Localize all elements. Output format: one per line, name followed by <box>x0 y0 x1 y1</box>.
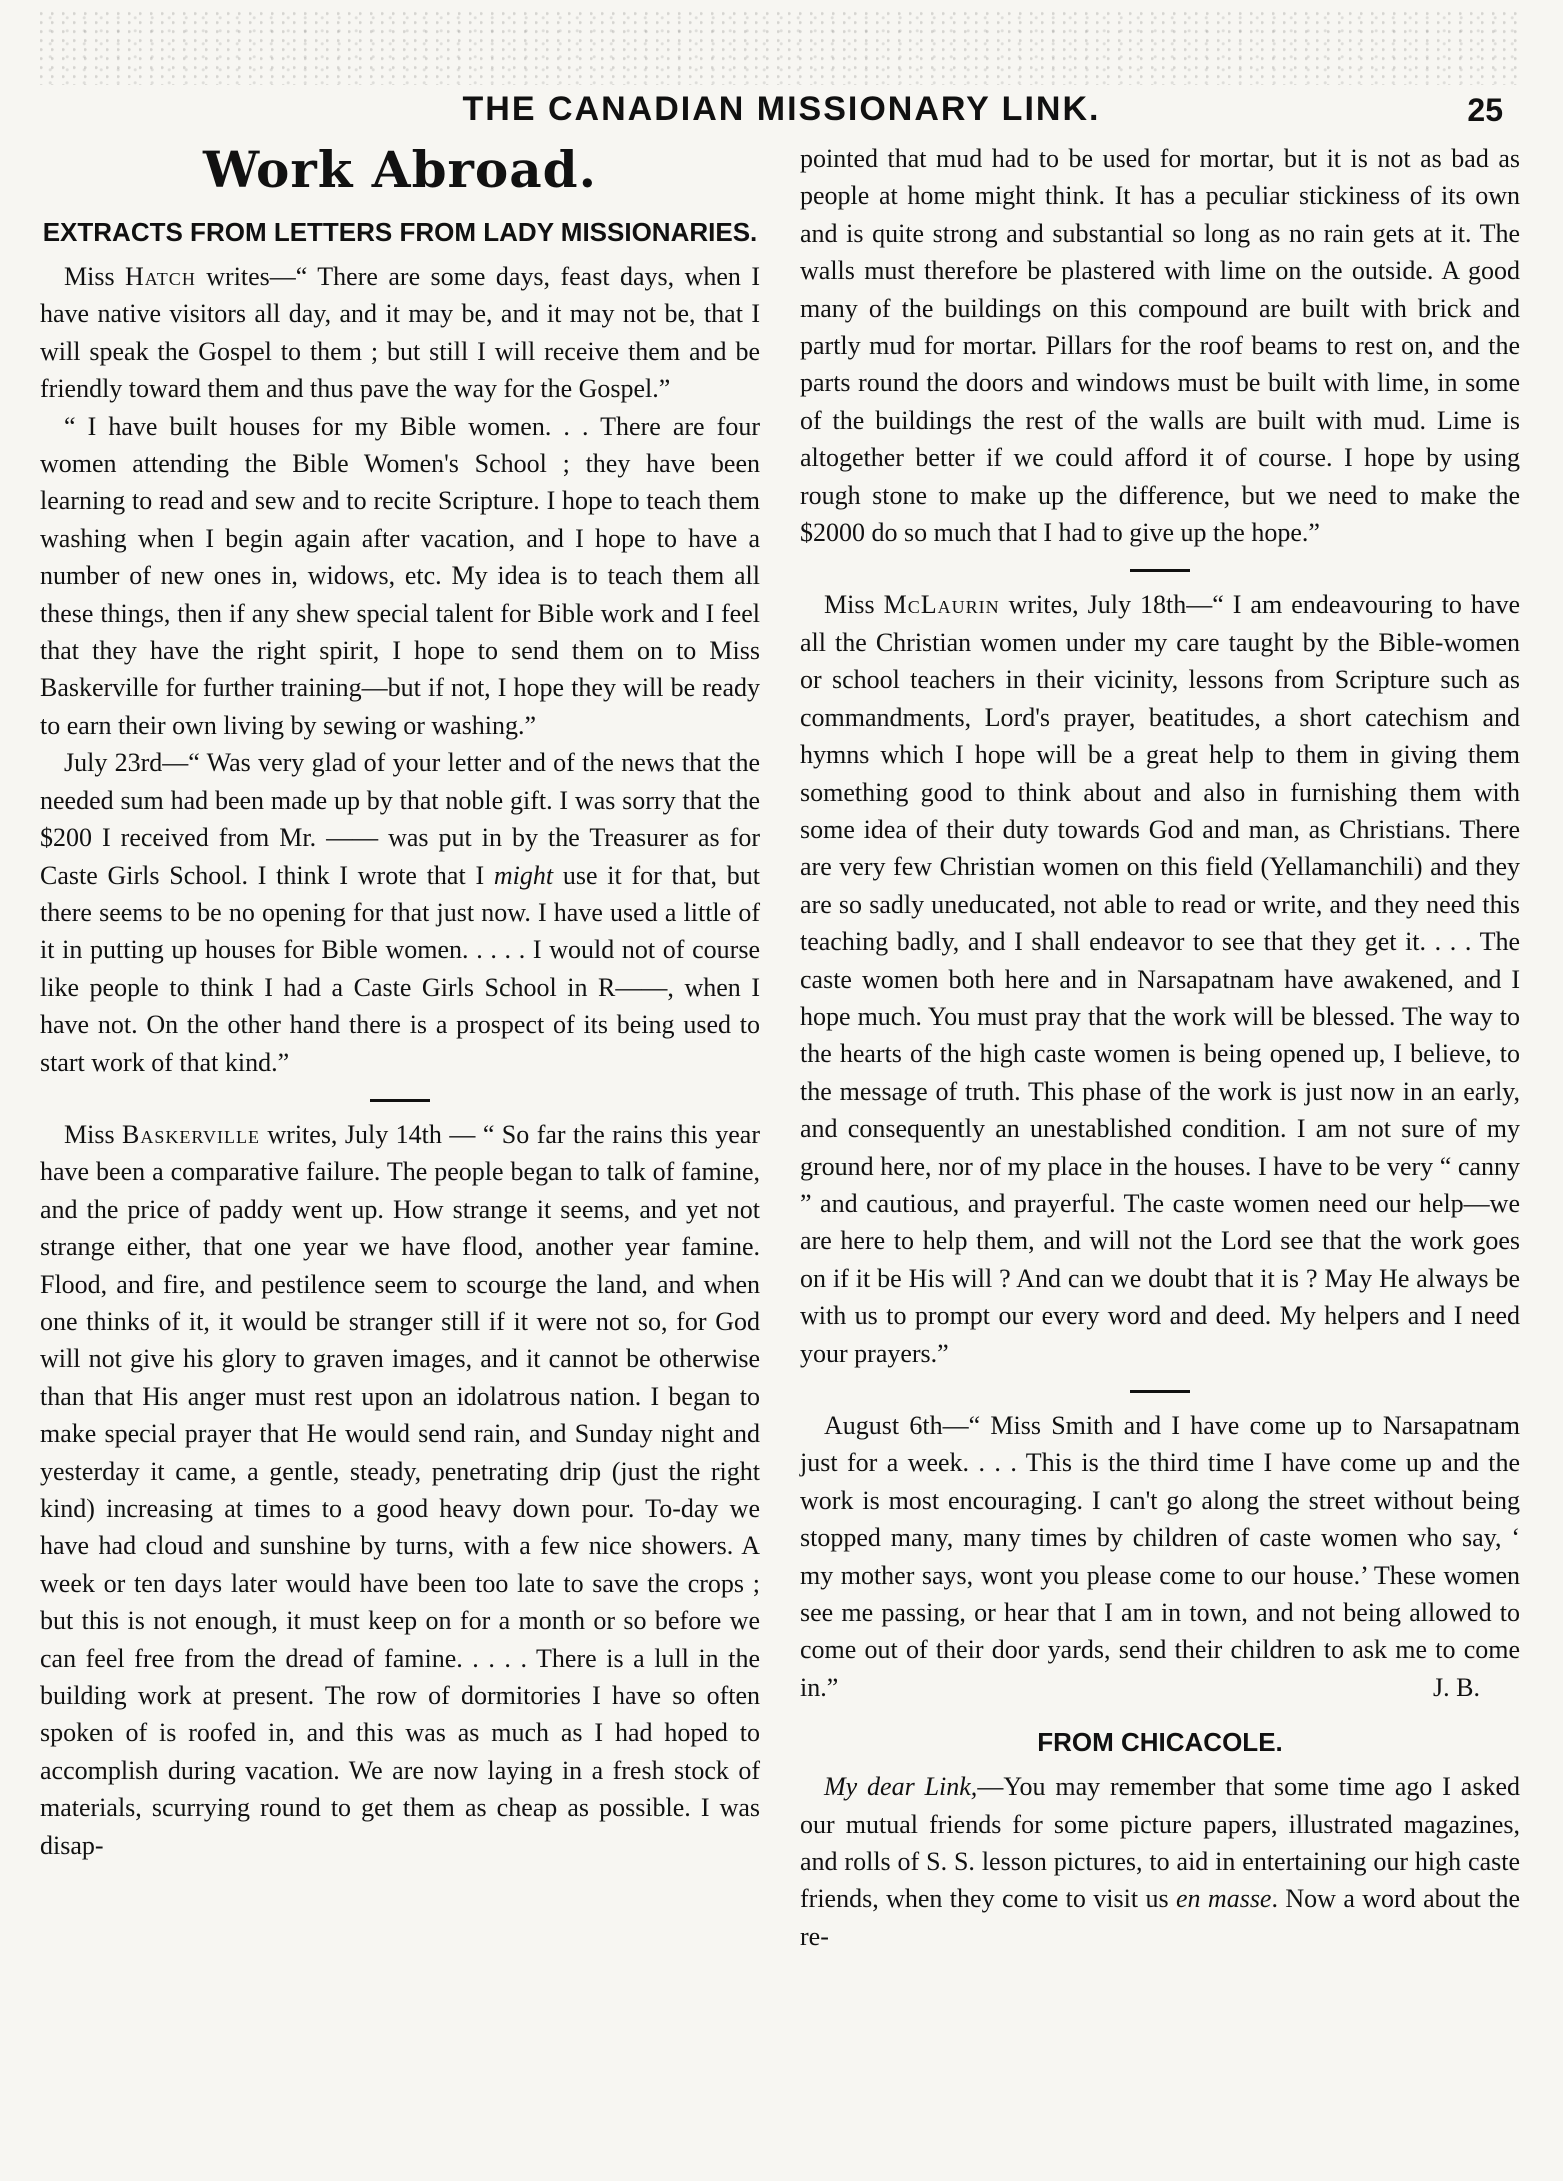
paragraph-mclaurin <box>800 586 1520 1372</box>
article-heading: EXTRACTS FROM LETTERS FROM LADY MISSIONARIES. <box>42 217 758 247</box>
masthead-ornament <box>40 10 1523 85</box>
section-title: Work Abroad. <box>202 140 598 199</box>
paragraph-text: writes, July 18th—“ I am endeavouring to have all the Christian women under my care taught by the Bible-women or school teachers in their vicinity, lessons from Scripture such as commandments, Lord's prayer, beatitudes, a short catechism and hymns which I hope will be a great help to them in giving them something good to think about and also in furnishing them with some idea of their duty towards God and man, as Christians. There are very few Christian women on this field (Yellamanchili) and they are so sadly uneducated, not able to read or write, and they need this teaching badly, and I shall endeavor to see that they get it. . . . The caste women both here and in Narsapatnam have awakened, and I hope much. You must pray that the work will be blessed. The way to the hearts of the high caste women is being opened up, I believe, to the message of truth. This phase of the work is just now in an early, and consequently an unestablished condition. I am not sure of my ground here, nor of my place in the houses. I have to be very “ canny ” and cautious, and prayerful. The caste women need our help—we are here to help them, and will not the Lord see that the work goes on if it be His will ? And can we doubt that it is ? May He always be with us to prompt our every word and deed. My helpers and I need your prayers.” <box>800 590 1521 1368</box>
paragraph-july-23 <box>40 744 760 1081</box>
salutation: My dear Link, <box>824 1772 978 1802</box>
paragraph-text: —You may remember that some time ago I asked our mutual friends for some picture papers, illustrated magazines, and rolls of S. S. lesson pictures, to aid in entertaining our high caste friends, when they come to visit us <box>800 1772 1520 1914</box>
separator-rule <box>1130 569 1190 572</box>
paragraph-continued: pointed that mud had to be used for mortar, but it is not as bad as people at home might think. It has a peculiar stickiness of its own and is quite strong and substantial so long as no rain gets at it. The walls must therefore be plastered with lime on the outside. A good many of the buildings on this compound are built with brick and partly mud for mortar. Pillars for the roof beams to rest on, and the parts round the doors and windows must be built with lime, in some of the buildings the rest of the walls are built with mud. Lime is altogether better if we could afford it of course. I hope by using rough stone to make up the difference, but we need to make the $2000 do so much that I had to give up the hope.” <box>800 144 1520 548</box>
paragraph-text: use it for that, but there seems to be no opening for that just now. I have used a little of it in putting up houses for Bible women. . . . . I would not of course like people to think I had a Caste Girls School in R——, when I have not. On the other hand there is a prospect of its being used to start work of that kind.” <box>40 860 760 1077</box>
masthead-title: THE CANADIAN MISSIONARY LINK. <box>462 90 1101 128</box>
paragraph-text: writes—“ There are some days, feast days, when I have native visitors all day, and it may be, and it may not be, that I will speak the Gospel to them ; but still I will receive them and be friendly toward them and thus pave the way for the Gospel.” <box>40 262 760 404</box>
lead-text: Miss <box>824 590 884 620</box>
paragraph-bible-women: “ I have built houses for my Bible women. . . There are four women attending the Bible Women's School ; they have been learning to read and sew and to recite Scripture. I hope to teach them washing when I begin again after vacation, and I hope to have a number of new ones in, widows, etc. My idea is to teach them all these things, then if any shew special talent for Bible work and I feel that they have the right spirit, I hope to send them on to Miss Baskerville for further training—but if not, I hope they will be ready to earn their own living by sewing or washing.” <box>40 411 760 740</box>
writer-name: McLaurin <box>883 590 1000 620</box>
lead-text: Miss <box>64 262 126 291</box>
writer-name: Baskerville <box>122 1119 260 1149</box>
article-heading: FROM CHICACOLE. <box>1037 1727 1283 1758</box>
signature: J. B. <box>1433 1672 1480 1702</box>
left-column <box>40 140 760 1864</box>
lead-text: Miss <box>64 1119 123 1149</box>
page-number: 25 <box>1467 92 1503 128</box>
separator-rule <box>370 1099 430 1102</box>
paragraph-chicacole <box>800 1768 1520 1955</box>
paragraph-text: . Now a word about the re- <box>800 1884 1521 1951</box>
separator-rule <box>1130 1390 1190 1393</box>
writer-name: Hatch <box>125 262 196 291</box>
emphasis-text: might <box>493 860 554 890</box>
paragraph-august-6 <box>800 1407 1520 1706</box>
masthead <box>40 10 1523 128</box>
paragraph-text: July 23rd—“ Was very glad of your letter and of the news that the needed sum had been made up by that noble gift. I was sorry that the $200 I received from Mr. —— was put in by the Treasurer as for Caste Girls School. I think I wrote that I <box>40 748 760 890</box>
paragraph-baskerville <box>40 1116 760 1864</box>
emphasis-text: en masse <box>1175 1884 1272 1914</box>
paragraph-text: August 6th—“ Miss Smith and I have come up to Narsapatnam just for a week. . . . This is the third time I have come up and the work is most encouraging. I can't go along the street without being stopped many, many times by children of caste women who say, ‘ my mother says, wont you please come to our house.’ These women see me passing, or hear that I am in town, and not being allowed to come out of their door yards, send their children to ask me to come in.” <box>800 1411 1520 1702</box>
paragraph-hatch <box>40 258 760 408</box>
right-column <box>800 140 1520 1955</box>
paragraph-text: writes, July 14th — “ So far the rains this year have been a comparative failure. The people began to talk of famine, and the price of paddy went up. How strange it seems, and yet not strange either, that one year we have flood, another year famine. Flood, and fire, and pestilence seem to scourge the land, and when one thinks of it, it would be stranger still if it were not so, for God will not give his glory to graven images, and it cannot be otherwise than that His anger must rest upon an idolatrous nation. I began to make special prayer that He would send rain, and Sunday night and yesterday it came, a gentle, steady, penetrating drip (just the right kind) increasing at times to a good heavy down pour. To-day we have had cloud and sunshine by turns, with a few nice showers. A week or ten days later would have been too late to save the crops ; but this is not enough, it must keep on for a month or so before we can feel free from the dread of famine. . . . . There is a lull in the building work at present. The row of dormitories I have so often spoken of is roofed in, and this was as much as I had hoped to accomplish during vacation. We are now laying in a fresh stock of materials, scurrying round to get them as cheap as possible. I was disap- <box>40 1119 761 1860</box>
